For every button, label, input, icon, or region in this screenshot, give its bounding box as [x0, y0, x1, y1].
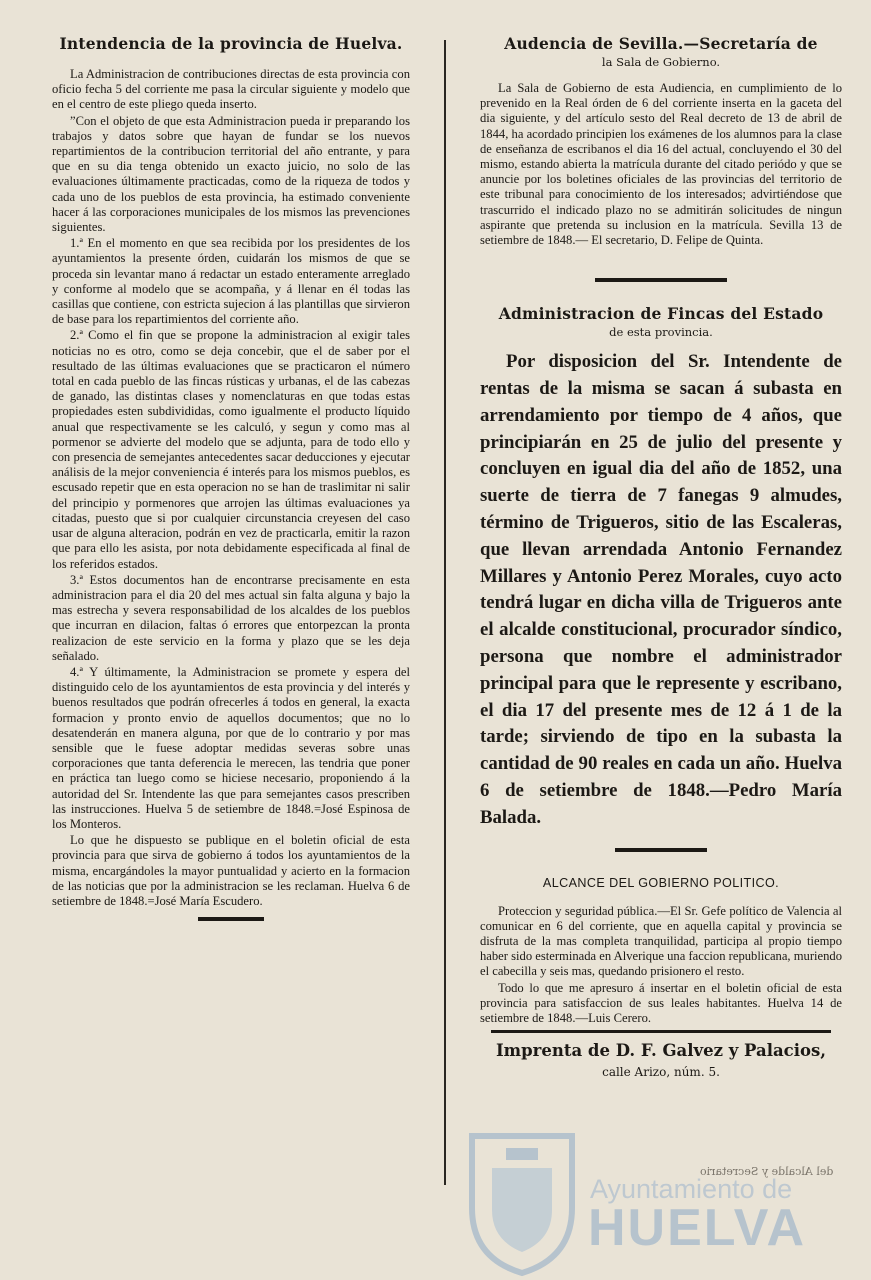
- intendencia-article-3: 3.ª Estos documentos han de encontrarse precisamente en esta administracion para el dia 20 del mes actual sin falta alguna y bajo la mas estrecha y severa responsabilidad de los alcaldes de los pueblos que incurran en dilacion, faltas ó errores que entorpezcan la pronta realizacion de este servicio en la forma y plazo que se les deja señalado.: [52, 572, 410, 663]
- alcance-paragraph-1: Proteccion y seguridad pública.—El Sr. Gefe político de Valencia al comunicar en 6 del corriente, que en aquella capital y provincia se disfruta de la mas completa tranquilidad, participa al propio tiempo haber sido esterminada en Alverique una faccion republicana, muriendo el cabecilla y seis mas, quedando prisionero el resto.: [480, 903, 842, 979]
- imprenta-name: Imprenta de D. F. Galvez y Palacios,: [495, 1041, 827, 1061]
- bleed-through-text: del Alcalde y Secretario: [700, 1165, 834, 1178]
- watermark-line-1: Ayuntamiento de: [590, 1174, 793, 1204]
- left-end-rule: [198, 917, 264, 921]
- coat-of-arms-icon: [462, 1128, 582, 1278]
- audiencia-notice: La Sala de Gobierno de esta Audiencia, en cumplimiento de lo prevenido en la Real órden de 6 del corriente inserta en la gaceta del dia siguiente, y del artículo sesto del Real decreto de 13 de abril de 1844, ha acordado principien los exámenes de los alumnos para la clase de enseñanza de escribanos el dia 16 del actual, concluyendo el 30 del mismo, estando abierta la matrícula durante del citado periódo y que se anuncie por los boletines oficiales de las provincias del territorio de este tribunal para conocimiento de los interesados; advirtiéndose que trascurrido el indicado plazo no se admitirán solicitudes de ningun aspirante que pretenda su inclusion en la matrícula. Sevilla 13 de setiembre de 1848.— El secretario, D. Felipe de Quinta.: [480, 81, 842, 248]
- intendencia-article-4: 4.ª Y últimamente, la Administracion se promete y espera del distinguido celo de los ayuntamientos de esta provincia y del interés y buenos resultados que podrán ofrecerles á todos en general, la exacta formacion y pronto envio de aquellos documentos; que no lo desatenderán en manera alguna, por que de lo contrario y por mas sensible que le fuese adoptar medidas severas sobre unas corporaciones que tanta deferencia le merecen, las tendria que poner en práctica tan luego como se hiciese necesario, proponiendo á la autoridad del Sr. Intendente las que para semejantes casos prescriben las instrucciones. Huelva 5 de setiembre de 1848.=José Espinosa de los Monteros.: [52, 664, 410, 831]
- intendencia-closing: Lo que he dispuesto se publique en el boletin oficial de esta provincia para que sirva de gobierno á todos los ayuntamientos de la misma, encargándoles la mayor puntualidad y acierto en la formacion de las noticias que por la administracion se les reclaman. Huelva 6 de setiembre de 1848.=José María Escudero.: [52, 833, 410, 908]
- alcance-paragraph-2: Todo lo que me apresuro á insertar en el boletin oficial de esta provincia para satisfaccion de sus leales habitantes. Huelva 14 de setiembre de 1848.—Luis Cerero.: [480, 980, 842, 1025]
- left-column: [52, 34, 410, 921]
- ayuntamiento-watermark: [462, 1128, 842, 1278]
- imprenta-address: calle Arizo, núm. 5.: [602, 1065, 720, 1080]
- intendencia-article-2: 2.ª Como el fin que se propone la administracion al exigir tales noticias no es otro, como se deja concebir, que el de saber por el resultado de las últimas evaluaciones que se practicaron el número total en cada pueblo de las fincas rústicas y urbanas, el de las cabezas de ganado, las distintas clases y nomenclaturas en que todas estas propiedades esten subdivididas, como igualmente el producto líquido anual que respectivamente se les calculó, y segun y como mas al pormenor se advierte del modelo que se adjunta, para de todo ello y con presencia de semejantes antecedentes sacar deducciones y ejecutar análisis de la mejor conveniencia é interés para los mismos pueblos, es escusado repetir que en esta operacion no se han de traslimitar ni salir del principio y pormenores que arrojen las últimas evaluaciones ya citadas, puesto que si por cualquier circunstancia creyesen del caso usar de alguna alteracion, podrán en vez de practicarla, emitir la razon que para ello les asista, por nota debidamente especificada al final de los referidos estados.: [52, 328, 410, 571]
- alcance-heading: ALCANCE DEL GOBIERNO POLITICO.: [542, 875, 780, 890]
- fincas-heading: Administracion de Fincas del Estado: [498, 304, 824, 324]
- intendencia-paragraph-1: La Administracion de contribuciones directas de esta provincia con oficio fecha 5 del corriente me pasa la circular siguiente y modelo que en el centro de este pliego queda inserto.: [52, 67, 410, 112]
- intendencia-heading: Intendencia de la provincia de Huelva.: [59, 34, 403, 53]
- watermark-line-2: HUELVA: [588, 1199, 807, 1257]
- imprenta-rule: [491, 1030, 831, 1033]
- column-divider: [444, 40, 446, 1185]
- intendencia-paragraph-2: ”Con el objeto de que esta Administracion pueda ir preparando los trabajos y datos sobre que hayan de fundar se los nuevos repartimientos de la contribucion territorial del año entrante, y para que en su dia tenga obtenido un exacto juicio, no solo de las evaluaciones últimamente practicadas, como de la riqueza de todos y cada uno de los pueblos de esta provincia, ha estimado conveniente hacer á las corporaciones municipales de los mismos las prevenciones siguientes.: [52, 113, 410, 235]
- right-column: [480, 34, 842, 1080]
- fincas-subheading: de esta provincia.: [609, 325, 713, 340]
- audiencia-heading: Audencia de Sevilla.—Secretaría de: [504, 34, 818, 53]
- audiencia-subheading: la Sala de Gobierno.: [601, 55, 721, 69]
- intendencia-article-1: 1.ª En el momento en que sea recibida por los presidentes de los ayuntamientos la presente órden, cuidarán los mismos de que se proceda sin levantar mano á redactar un estado enteramente arreglado y conforme al modelo que se acompaña, y á llenar en él todas las casillas que contiene, con estricta sujecion á las plantillas que sirvieron de base para los repartimientos del corriente año.: [52, 236, 410, 327]
- fincas-notice: Por disposicion del Sr. Intendente de rentas de la misma se sacan á subasta en arrendamiento por tiempo de 4 años, que principiarán en 25 de julio del presente y concluyen en igual dia del año de 1852, una suerte de tierra de 7 fanegas 9 almudes, término de Trigueros, sitio de las Escaleras, que llevan arrendada Antonio Fernandez Millares y Antonio Perez Morales, cuyo acto tendrá lugar en dicha villa de Trigueros ante el alcalde constitucional, procurador síndico, persona que nombre el administrador principal para que le represente y escribano, el dia 17 del presente mes de 12 á 1 de la tarde; sirviendo de tipo en la subasta la cantidad de 90 reales en cada un año. Huelva 6 de setiembre de 1848.—Pedro María Balada.: [480, 351, 842, 828]
